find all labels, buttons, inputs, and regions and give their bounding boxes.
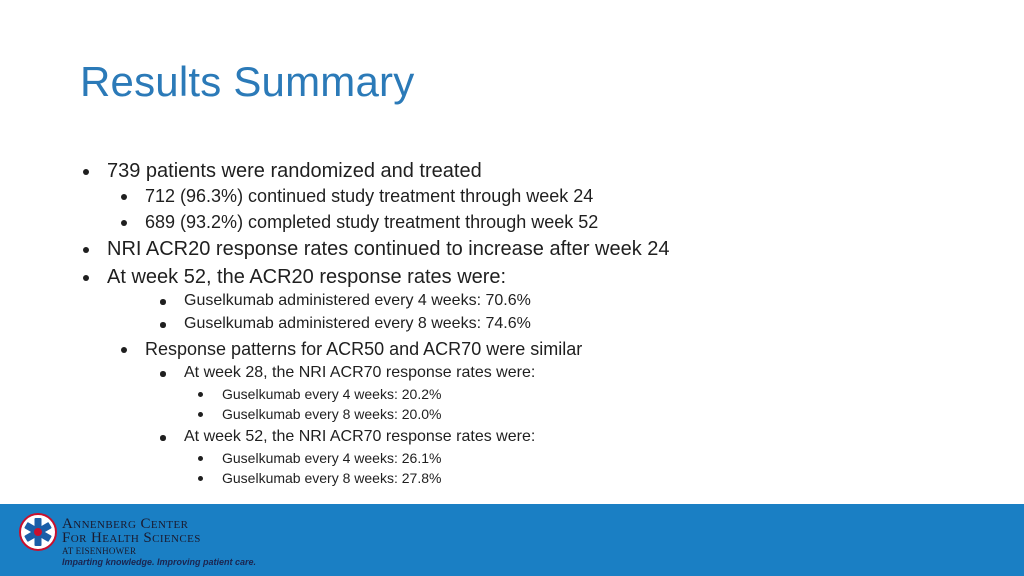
bullet-text-level-3: Guselkumab administered every 8 weeks: 74.6% xyxy=(184,315,531,332)
bullet-dot-icon xyxy=(160,435,166,441)
bullet-dot-icon xyxy=(83,247,89,253)
bullet-dot-icon xyxy=(121,347,127,353)
bullet-dot-icon xyxy=(198,476,203,481)
bullet-text-level-2: Response patterns for ACR50 and ACR70 were similar xyxy=(145,339,583,359)
bullet-text-level-1: NRI ACR20 response rates continued to increase after week 24 xyxy=(107,238,670,260)
bullet-dot-icon xyxy=(198,392,203,397)
bullet-dot-icon xyxy=(160,299,166,305)
bullet-text-level-1: 739 patients were randomized and treated xyxy=(107,160,482,182)
bullet-text-level-4: Guselkumab every 4 weeks: 26.1% xyxy=(222,450,442,466)
bullet-dot-icon xyxy=(198,412,203,417)
bullet-text-level-2: 712 (96.3%) continued study treatment through week 24 xyxy=(145,186,594,206)
bullet-text-level-4: Guselkumab every 4 weeks: 20.2% xyxy=(222,386,442,402)
bullet-dot-icon xyxy=(160,371,166,377)
bullet-dot-icon xyxy=(198,456,203,461)
bullet-dot-icon xyxy=(160,322,166,328)
org-name-line2: For Health Sciences xyxy=(62,530,201,546)
bullet-dot-icon xyxy=(83,169,89,175)
bullet-text-level-3: Guselkumab administered every 4 weeks: 70.6% xyxy=(184,292,531,309)
bullet-text-level-3: At week 52, the NRI ACR70 response rates were: xyxy=(184,428,536,445)
bullet-text-level-1: At week 52, the ACR20 response rates were: xyxy=(107,266,507,288)
org-name-line1: Annenberg Center xyxy=(62,516,189,532)
bullet-dot-icon xyxy=(121,220,127,226)
org-name-line3: AT EISENHOWER xyxy=(62,546,137,556)
bullet-text-level-4: Guselkumab every 8 weeks: 20.0% xyxy=(222,406,442,422)
bullet-text-level-2: 689 (93.2%) completed study treatment through week 52 xyxy=(145,212,599,232)
bullet-dot-icon xyxy=(121,194,127,200)
bullet-dot-icon xyxy=(83,275,89,281)
org-tagline: Imparting knowledge. Improving patient care. xyxy=(62,557,257,567)
bullet-text-level-3: At week 28, the NRI ACR70 response rates were: xyxy=(184,364,536,381)
star-of-life-emblem-icon xyxy=(18,512,58,552)
slide-title: Results Summary xyxy=(80,58,415,105)
bullet-text-level-4: Guselkumab every 8 weeks: 27.8% xyxy=(222,470,442,486)
